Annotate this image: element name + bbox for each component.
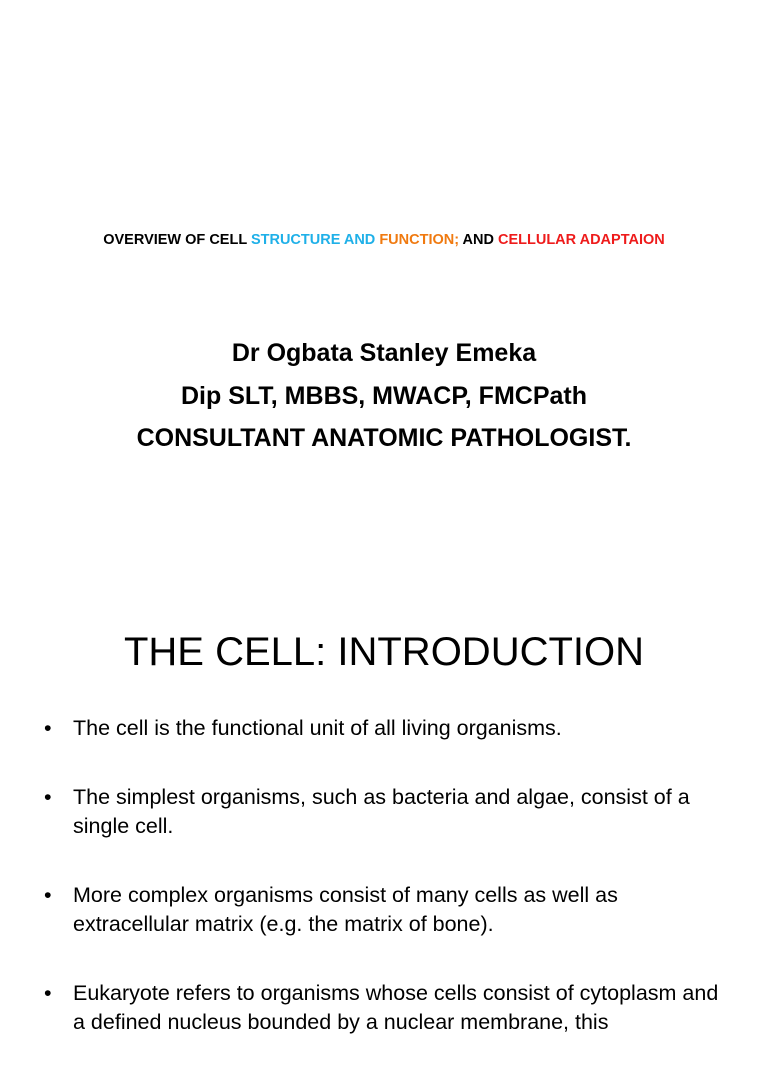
bullet-text: The simplest organisms, such as bacteria and algae, consist of a single cell. <box>73 785 690 838</box>
title-segment-highlight: CELLULAR ADAPTAION <box>498 232 665 248</box>
bullet-text: Eukaryote refers to organisms whose cells consist of cytoplasm and a defined nucleus bounded by a nuclear membrane, this <box>73 981 719 1034</box>
list-item <box>44 979 724 1037</box>
author-role: CONSULTANT ANATOMIC PATHOLOGIST. <box>136 424 632 452</box>
intro-slide <box>0 576 768 1034</box>
author-name: Dr Ogbata Stanley Emeka <box>231 339 537 367</box>
list-item <box>44 881 724 939</box>
title-segment: OVERVIEW OF CELL <box>103 232 251 248</box>
list-item <box>44 783 724 841</box>
bullet-list <box>44 714 724 1077</box>
bullet-text: More complex organisms consist of many cells as well as extracellular matrix (e.g. the matrix of bone). <box>73 883 618 936</box>
bullet-icon: • <box>44 716 52 740</box>
bullet-text: The cell is the functional unit of all living organisms. <box>73 716 562 740</box>
title-segment: AND <box>459 232 498 248</box>
presentation-title <box>0 232 768 248</box>
author-block <box>0 332 768 460</box>
bullet-icon: • <box>44 981 52 1005</box>
author-credentials: Dip SLT, MBBS, MWACP, FMCPath <box>180 381 588 410</box>
bullet-icon: • <box>44 883 52 907</box>
title-segment-highlight: FUNCTION; <box>379 232 460 248</box>
bullet-icon: • <box>44 785 52 809</box>
slide-heading: THE CELL: INTRODUCTION <box>123 630 645 674</box>
list-item <box>44 714 724 743</box>
title-segment-highlight: STRUCTURE AND <box>250 232 380 248</box>
